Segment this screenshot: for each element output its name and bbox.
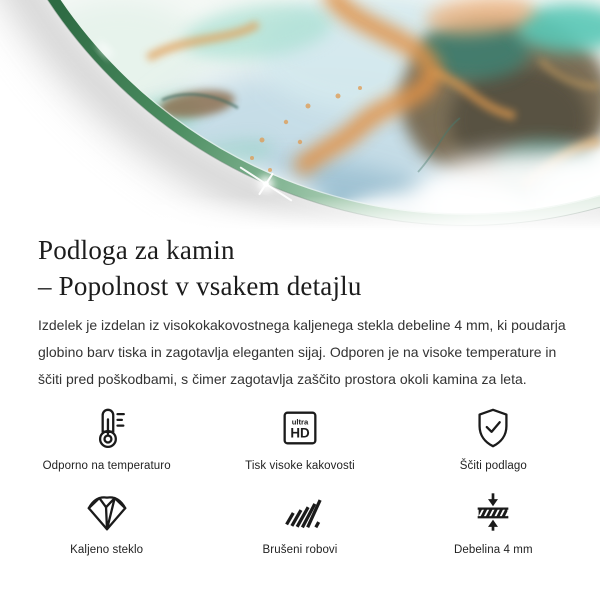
thickness-icon bbox=[470, 489, 516, 535]
ultra-hd-icon bbox=[277, 405, 323, 451]
thermometer-icon bbox=[84, 405, 130, 451]
page-title-line1: Podloga za kamin bbox=[38, 235, 235, 265]
feature-tile-protects bbox=[397, 405, 590, 472]
page-title bbox=[38, 232, 570, 304]
product-description-text: Izdelek je izdelan iz visokokakovostnega kaljenega stekla debeline 4 mm, ki poudarja globino barv tiska in zagotavlja eleganten sijaj. Odporen je na visoke temperature in ščiti pred poškodbami, s čimer zagotavlja zaščito prostora okoli kamina za leta. bbox=[38, 317, 566, 387]
shield-check-icon bbox=[470, 405, 516, 451]
feature-tile-tempered-glass bbox=[10, 489, 203, 556]
product-image bbox=[0, 0, 600, 230]
feature-label: Brušeni robovi bbox=[262, 544, 338, 556]
feature-grid bbox=[0, 405, 600, 556]
feature-label: Kaljeno steklo bbox=[70, 544, 144, 556]
ultra-hd-text-top: ultra bbox=[291, 417, 309, 427]
diamond-icon bbox=[84, 489, 130, 535]
ultra-hd-text-bottom: HD bbox=[290, 425, 310, 441]
feature-tile-polished-edges bbox=[203, 489, 396, 556]
feature-label: Odporno na temperaturo bbox=[42, 460, 171, 472]
brushed-edges-icon bbox=[277, 489, 323, 535]
page-title-line2: – Popolnost v vsakem detajlu bbox=[38, 271, 362, 301]
feature-label: Debelina 4 mm bbox=[454, 544, 533, 556]
feature-tile-temperature bbox=[10, 405, 203, 472]
feature-label: Tisk visoke kakovosti bbox=[245, 460, 355, 472]
feature-label: Ščiti podlago bbox=[459, 460, 527, 472]
feature-tile-thickness bbox=[397, 489, 590, 556]
product-description-section bbox=[0, 232, 600, 393]
feature-tile-print-quality bbox=[203, 405, 396, 472]
